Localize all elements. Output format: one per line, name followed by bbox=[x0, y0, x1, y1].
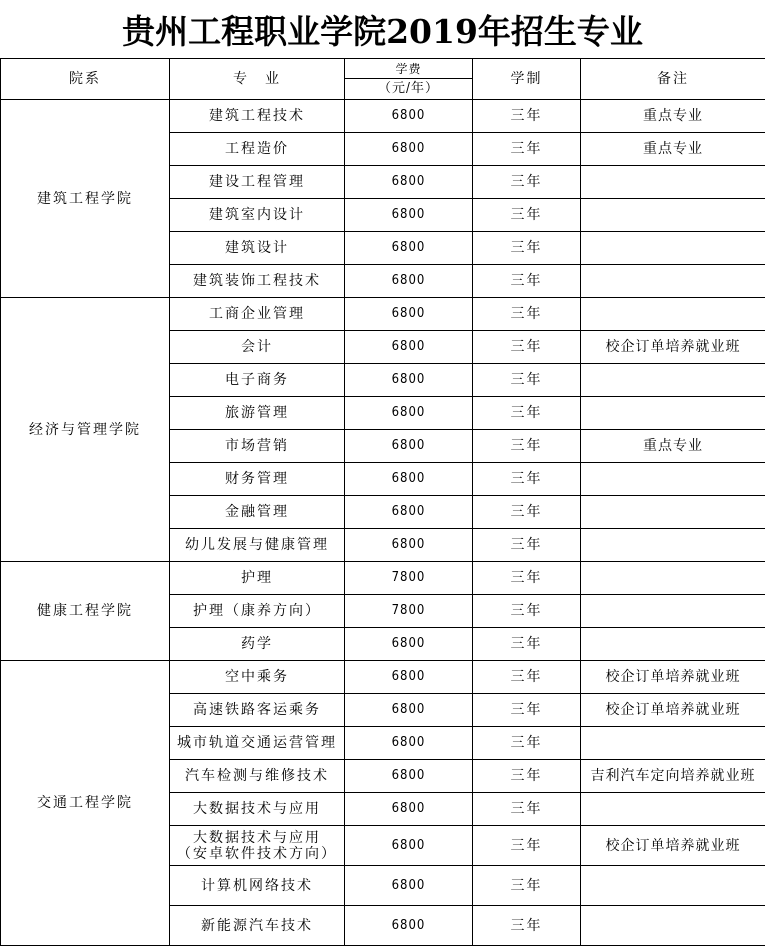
major-name: 电子商务 bbox=[225, 372, 289, 388]
header-row bbox=[1, 59, 765, 100]
fee-cell: 6800 bbox=[345, 364, 473, 397]
college-cell: 健康工程学院 bbox=[1, 562, 170, 661]
note-cell bbox=[581, 298, 765, 331]
fee-cell: 6800 bbox=[345, 331, 473, 364]
major-name: 建筑室内设计 bbox=[209, 207, 305, 223]
major-cell bbox=[170, 133, 345, 166]
note-cell bbox=[581, 463, 765, 496]
note-cell bbox=[581, 364, 765, 397]
duration-cell: 三年 bbox=[473, 496, 581, 529]
fee-cell: 6800 bbox=[345, 298, 473, 331]
major-cell bbox=[170, 496, 345, 529]
duration-cell: 三年 bbox=[473, 529, 581, 562]
duration-cell: 三年 bbox=[473, 364, 581, 397]
duration-cell: 三年 bbox=[473, 906, 581, 946]
major-cell bbox=[170, 866, 345, 906]
fee-cell: 6800 bbox=[345, 793, 473, 826]
duration-cell: 三年 bbox=[473, 727, 581, 760]
header-major: 专 业 bbox=[170, 59, 345, 100]
duration-cell: 三年 bbox=[473, 826, 581, 866]
fee-cell: 7800 bbox=[345, 562, 473, 595]
major-name: 建筑装饰工程技术 bbox=[193, 273, 321, 289]
table-row bbox=[1, 298, 765, 331]
duration-cell: 三年 bbox=[473, 166, 581, 199]
duration-cell: 三年 bbox=[473, 562, 581, 595]
fee-cell: 6800 bbox=[345, 628, 473, 661]
duration-cell: 三年 bbox=[473, 100, 581, 133]
note-cell bbox=[581, 562, 765, 595]
note-cell: 重点专业 bbox=[581, 133, 765, 166]
duration-cell: 三年 bbox=[473, 430, 581, 463]
header-fee-unit: （元/年） bbox=[378, 80, 439, 96]
duration-cell: 三年 bbox=[473, 595, 581, 628]
duration-cell: 三年 bbox=[473, 265, 581, 298]
note-cell: 吉利汽车定向培养就业班 bbox=[581, 760, 765, 793]
major-name: 护理（康养方向） bbox=[193, 603, 321, 619]
fee-cell: 6800 bbox=[345, 166, 473, 199]
note-cell bbox=[581, 628, 765, 661]
fee-cell: 6800 bbox=[345, 661, 473, 694]
note-cell bbox=[581, 529, 765, 562]
major-cell bbox=[170, 463, 345, 496]
major-name: 城市轨道交通运营管理 bbox=[177, 735, 337, 751]
fee-cell: 6800 bbox=[345, 100, 473, 133]
note-cell bbox=[581, 397, 765, 430]
fee-cell: 6800 bbox=[345, 760, 473, 793]
major-cell bbox=[170, 694, 345, 727]
header-college: 院系 bbox=[1, 59, 170, 100]
major-cell bbox=[170, 166, 345, 199]
note-cell bbox=[581, 232, 765, 265]
major-name: 会计 bbox=[241, 339, 273, 355]
major-cell bbox=[170, 298, 345, 331]
table-row bbox=[1, 100, 765, 133]
college-cell: 经济与管理学院 bbox=[1, 298, 170, 562]
major-name: 建设工程管理 bbox=[209, 174, 305, 190]
table-row bbox=[1, 562, 765, 595]
fee-cell: 6800 bbox=[345, 232, 473, 265]
major-cell bbox=[170, 793, 345, 826]
major-name: 空中乘务 bbox=[225, 669, 289, 685]
major-name: 市场营销 bbox=[225, 438, 289, 454]
duration-cell: 三年 bbox=[473, 232, 581, 265]
header-fee-label: 学费 bbox=[345, 60, 472, 79]
duration-cell: 三年 bbox=[473, 199, 581, 232]
duration-cell: 三年 bbox=[473, 760, 581, 793]
note-cell bbox=[581, 793, 765, 826]
major-name: 高速铁路客运乘务 bbox=[193, 702, 321, 718]
duration-cell: 三年 bbox=[473, 661, 581, 694]
major-name: 财务管理 bbox=[225, 471, 289, 487]
major-name: 建筑设计 bbox=[225, 240, 289, 256]
note-cell bbox=[581, 595, 765, 628]
fee-cell: 6800 bbox=[345, 906, 473, 946]
duration-cell: 三年 bbox=[473, 133, 581, 166]
major-name: 幼儿发展与健康管理 bbox=[185, 537, 329, 553]
fee-cell: 6800 bbox=[345, 727, 473, 760]
fee-cell: 6800 bbox=[345, 133, 473, 166]
major-cell bbox=[170, 906, 345, 946]
major-cell bbox=[170, 661, 345, 694]
fee-cell: 7800 bbox=[345, 595, 473, 628]
college-cell: 交通工程学院 bbox=[1, 661, 170, 946]
note-cell: 重点专业 bbox=[581, 430, 765, 463]
major-cell bbox=[170, 331, 345, 364]
fee-cell: 6800 bbox=[345, 496, 473, 529]
note-cell bbox=[581, 496, 765, 529]
major-cell bbox=[170, 562, 345, 595]
major-cell bbox=[170, 595, 345, 628]
duration-cell: 三年 bbox=[473, 694, 581, 727]
major-cell bbox=[170, 760, 345, 793]
major-cell bbox=[170, 232, 345, 265]
major-name: 护理 bbox=[241, 570, 273, 586]
note-cell: 校企订单培养就业班 bbox=[581, 694, 765, 727]
major-name: 建筑工程技术 bbox=[209, 108, 305, 124]
major-subname: （安卓软件技术方向） bbox=[177, 845, 337, 862]
major-name: 计算机网络技术 bbox=[201, 877, 313, 894]
note-cell bbox=[581, 906, 765, 946]
note-cell bbox=[581, 727, 765, 760]
major-cell bbox=[170, 265, 345, 298]
college-cell: 建筑工程学院 bbox=[1, 100, 170, 298]
duration-cell: 三年 bbox=[473, 331, 581, 364]
note-cell bbox=[581, 166, 765, 199]
major-cell bbox=[170, 364, 345, 397]
fee-cell: 6800 bbox=[345, 826, 473, 866]
note-cell: 校企订单培养就业班 bbox=[581, 826, 765, 866]
major-name: 工程造价 bbox=[225, 141, 289, 157]
major-name: 药学 bbox=[241, 636, 273, 652]
duration-cell: 三年 bbox=[473, 866, 581, 906]
major-cell bbox=[170, 397, 345, 430]
major-name: 大数据技术与应用 bbox=[193, 829, 321, 846]
duration-cell: 三年 bbox=[473, 298, 581, 331]
major-name: 金融管理 bbox=[225, 504, 289, 520]
table-row bbox=[1, 661, 765, 694]
fee-cell: 6800 bbox=[345, 529, 473, 562]
note-cell: 校企订单培养就业班 bbox=[581, 331, 765, 364]
note-cell bbox=[581, 199, 765, 232]
note-cell: 校企订单培养就业班 bbox=[581, 661, 765, 694]
fee-cell: 6800 bbox=[345, 430, 473, 463]
major-cell bbox=[170, 199, 345, 232]
fee-cell: 6800 bbox=[345, 199, 473, 232]
note-cell bbox=[581, 866, 765, 906]
major-cell bbox=[170, 727, 345, 760]
major-name: 汽车检测与维修技术 bbox=[185, 768, 329, 784]
header-duration: 学制 bbox=[473, 59, 581, 100]
fee-cell: 6800 bbox=[345, 866, 473, 906]
majors-table bbox=[0, 58, 765, 946]
major-name: 旅游管理 bbox=[225, 405, 289, 421]
fee-cell: 6800 bbox=[345, 397, 473, 430]
fee-cell: 6800 bbox=[345, 694, 473, 727]
major-cell bbox=[170, 529, 345, 562]
header-fee bbox=[345, 59, 473, 100]
duration-cell: 三年 bbox=[473, 793, 581, 826]
major-cell bbox=[170, 100, 345, 133]
duration-cell: 三年 bbox=[473, 628, 581, 661]
fee-cell: 6800 bbox=[345, 463, 473, 496]
major-name: 大数据技术与应用 bbox=[193, 801, 321, 817]
header-note: 备注 bbox=[581, 59, 765, 100]
major-name: 工商企业管理 bbox=[209, 306, 305, 322]
duration-cell: 三年 bbox=[473, 397, 581, 430]
major-name: 新能源汽车技术 bbox=[201, 917, 313, 934]
major-cell bbox=[170, 430, 345, 463]
note-cell: 重点专业 bbox=[581, 100, 765, 133]
duration-cell: 三年 bbox=[473, 463, 581, 496]
fee-cell: 6800 bbox=[345, 265, 473, 298]
note-cell bbox=[581, 265, 765, 298]
page-title: 贵州工程职业学院2019年招生专业 bbox=[122, 11, 643, 51]
major-cell bbox=[170, 826, 345, 866]
major-cell bbox=[170, 628, 345, 661]
